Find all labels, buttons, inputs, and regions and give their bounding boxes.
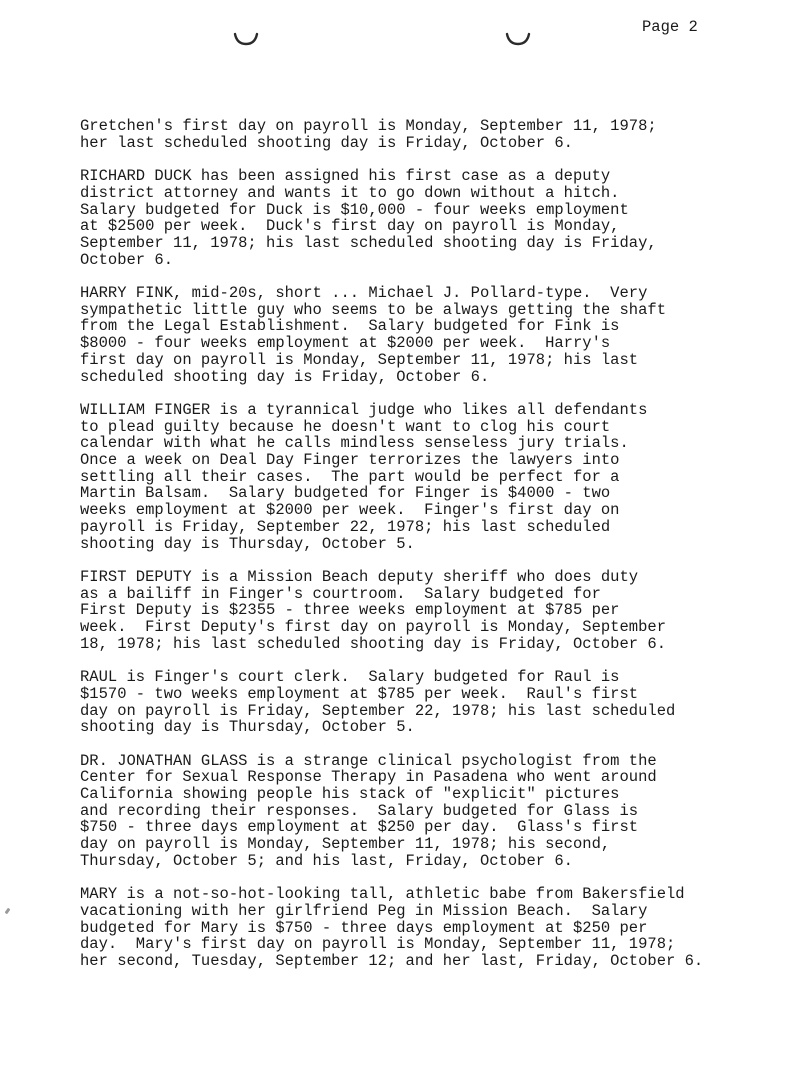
text-line: district attorney and wants it to go down without a hitch. <box>80 183 620 202</box>
text-line: September 11, 1978; his last scheduled shooting day is Friday, <box>80 233 657 252</box>
text-line: day on payroll is Friday, September 22, 1978; his last scheduled <box>80 701 676 720</box>
text-line: day on payroll is Monday, September 11, 1978; his second, <box>80 835 611 854</box>
document-body <box>80 118 795 970</box>
text-line: RAUL is Finger's court clerk. Salary budgeted for Raul is <box>80 668 620 687</box>
paragraph-harry-fink <box>80 285 795 385</box>
text-line: DR. JONATHAN GLASS is a strange clinical psychologist from the <box>80 751 657 770</box>
text-line: day. Mary's first day on payroll is Monday, September 11, 1978; <box>80 935 676 954</box>
text-line: her last scheduled shooting day is Friday, October 6. <box>80 133 573 152</box>
text-line: calendar with what he calls mindless senseless jury trials. <box>80 434 629 453</box>
scan-speck <box>5 908 11 915</box>
text-line: MARY is a not-so-hot-looking tall, athletic babe from Bakersfield <box>80 885 685 904</box>
paragraph-jonathan-glass <box>80 753 795 870</box>
text-line: $8000 - four weeks employment at $2000 per week. Harry's <box>80 334 611 353</box>
paragraph-gretchen <box>80 118 795 151</box>
text-line: Martin Balsam. Salary budgeted for Finger is $4000 - two <box>80 484 611 503</box>
text-line: $750 - three days employment at $250 per day. Glass's first <box>80 818 639 837</box>
text-line: October 6. <box>80 250 174 269</box>
text-line: California showing people his stack of "explicit" pictures <box>80 785 620 804</box>
text-line: sympathetic little guy who seems to be always getting the shaft <box>80 300 666 319</box>
text-line: at $2500 per week. Duck's first day on payroll is Monday, <box>80 217 620 236</box>
text-line: settling all their cases. The part would be perfect for a <box>80 467 620 486</box>
text-line: scheduled shooting day is Friday, October 6. <box>80 367 490 386</box>
text-line: from the Legal Establishment. Salary budgeted for Fink is <box>80 317 620 336</box>
text-line: and recording their responses. Salary budgeted for Glass is <box>80 801 639 820</box>
page-number: Page 2 <box>642 18 698 36</box>
text-line: shooting day is Thursday, October 5. <box>80 718 415 737</box>
paragraph-first-deputy <box>80 569 795 653</box>
text-line: RICHARD DUCK has been assigned his first case as a deputy <box>80 167 611 186</box>
text-line: Center for Sexual Response Therapy in Pasadena who went around <box>80 768 657 787</box>
text-line: as a bailiff in Finger's courtroom. Salary budgeted for <box>80 584 601 603</box>
text-line: Once a week on Deal Day Finger terrorizes the lawyers into <box>80 451 620 470</box>
paragraph-william-finger <box>80 402 795 552</box>
paragraph-raul <box>80 669 795 736</box>
text-line: HARRY FINK, mid-20s, short ... Michael J. Pollard-type. Very <box>80 284 648 302</box>
text-line: Salary budgeted for Duck is $10,000 - four weeks employment <box>80 200 629 219</box>
text-line: shooting day is Thursday, October 5. <box>80 534 415 553</box>
text-line: $1570 - two weeks employment at $785 per week. Raul's first <box>80 684 639 703</box>
text-line: week. First Deputy's first day on payroll is Monday, September <box>80 618 666 637</box>
text-line: 18, 1978; his last scheduled shooting day is Friday, October 6. <box>80 634 666 653</box>
text-line: First Deputy is $2355 - three weeks employment at $785 per <box>80 601 620 620</box>
text-line: FIRST DEPUTY is a Mission Beach deputy sheriff who does duty <box>80 567 639 586</box>
text-line: first day on payroll is Monday, September 11, 1978; his last <box>80 350 639 369</box>
text-line: Thursday, October 5; and his last, Friday, October 6. <box>80 851 573 870</box>
text-line: payroll is Friday, September 22, 1978; his last scheduled <box>80 517 611 536</box>
paragraph-richard-duck <box>80 168 795 268</box>
text-line: budgeted for Mary is $750 - three days employment at $250 per <box>80 918 648 937</box>
text-line: vacationing with her girlfriend Peg in Mission Beach. Salary <box>80 901 648 920</box>
paragraph-mary <box>80 886 795 970</box>
binder-punch-mark-left <box>233 32 259 46</box>
text-line: Gretchen's first day on payroll is Monday, September 11, 1978; <box>80 117 657 135</box>
text-line: WILLIAM FINGER is a tyrannical judge who likes all defendants <box>80 400 648 419</box>
text-line: to plead guilty because he doesn't want to clog his court <box>80 417 611 436</box>
binder-punch-mark-right <box>505 32 531 46</box>
text-line: her second, Tuesday, September 12; and her last, Friday, October 6. <box>80 952 704 971</box>
text-line: weeks employment at $2000 per week. Finger's first day on <box>80 501 620 520</box>
